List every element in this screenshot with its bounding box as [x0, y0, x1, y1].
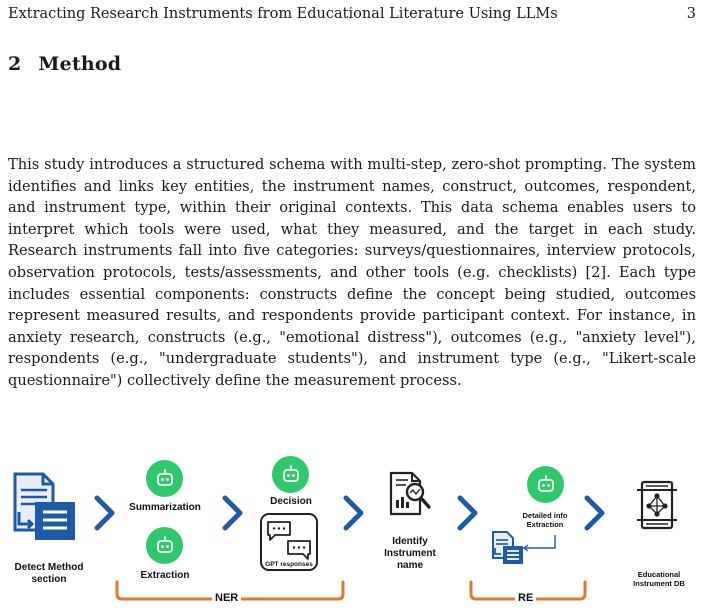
- ner-label: NER: [212, 592, 241, 604]
- robot-icon: [272, 456, 309, 493]
- decision-label: Decision: [270, 496, 312, 507]
- detect-method-label: Detect Method section: [14, 562, 84, 585]
- running-title: Extracting Research Instruments from Educational Literature Using LLMs: [8, 6, 558, 22]
- identify-instrument-label: Identify Instrument name: [384, 536, 436, 571]
- summarization-label: Summarization: [129, 502, 201, 513]
- chevron-right-icon: [583, 495, 607, 531]
- chat-bubble-icon: [286, 539, 312, 561]
- document-search-icon: [388, 470, 432, 518]
- method-paragraph: This study introduces a structured schema with multi-step, zero-shot prompting. The system identifies and links key entities, the instrument names, construct, outcomes, respondent, and instrument type, within their original contexts. This data schema enables users to interpret which tools were used, what they measured, and the target in each study. Research instruments fall into five categories: surveys/questionnaires, interview protocols, observation protocols, tests/assessments, and other tools (e.g. checklists) [2]. Each type includes essential components: constructs define the concept being studied, outcomes represent measured results, and respondents provide participant context. For instance, in anxiety research, constructs (e.g., "emotional distress"), outcomes (e.g., "anxiety level"), respondents (e.g., "undergraduate students"), and instrument type (e.g., "Likert-scale questionnaire") collectively define the measurement process.: [8, 156, 696, 389]
- extraction-label: Extraction: [140, 570, 190, 581]
- section-title: Method: [38, 53, 122, 75]
- chevron-right-icon: [93, 495, 117, 531]
- robot-icon: [527, 466, 564, 503]
- section-heading: [8, 53, 121, 75]
- detailed-info-label: Detailed info Extraction: [522, 511, 568, 529]
- pipeline-diagram: [0, 450, 704, 611]
- chevron-right-icon: [456, 495, 480, 531]
- document-icon: [13, 472, 79, 544]
- gpt-responses-box: [260, 513, 318, 571]
- instrument-db-label: Educational Instrument DB: [633, 570, 685, 588]
- robot-icon: [146, 460, 183, 497]
- re-label: RE: [515, 592, 536, 604]
- chevron-right-icon: [221, 495, 245, 531]
- running-header: [8, 4, 696, 24]
- database-icon: [636, 480, 678, 532]
- robot-icon: [146, 527, 183, 564]
- section-number: 2: [8, 53, 22, 75]
- chevron-right-icon: [342, 495, 366, 531]
- connector-arrow-icon: [519, 534, 559, 554]
- page-number: 3: [686, 6, 696, 22]
- gpt-responses-label: GPT responses: [265, 561, 313, 568]
